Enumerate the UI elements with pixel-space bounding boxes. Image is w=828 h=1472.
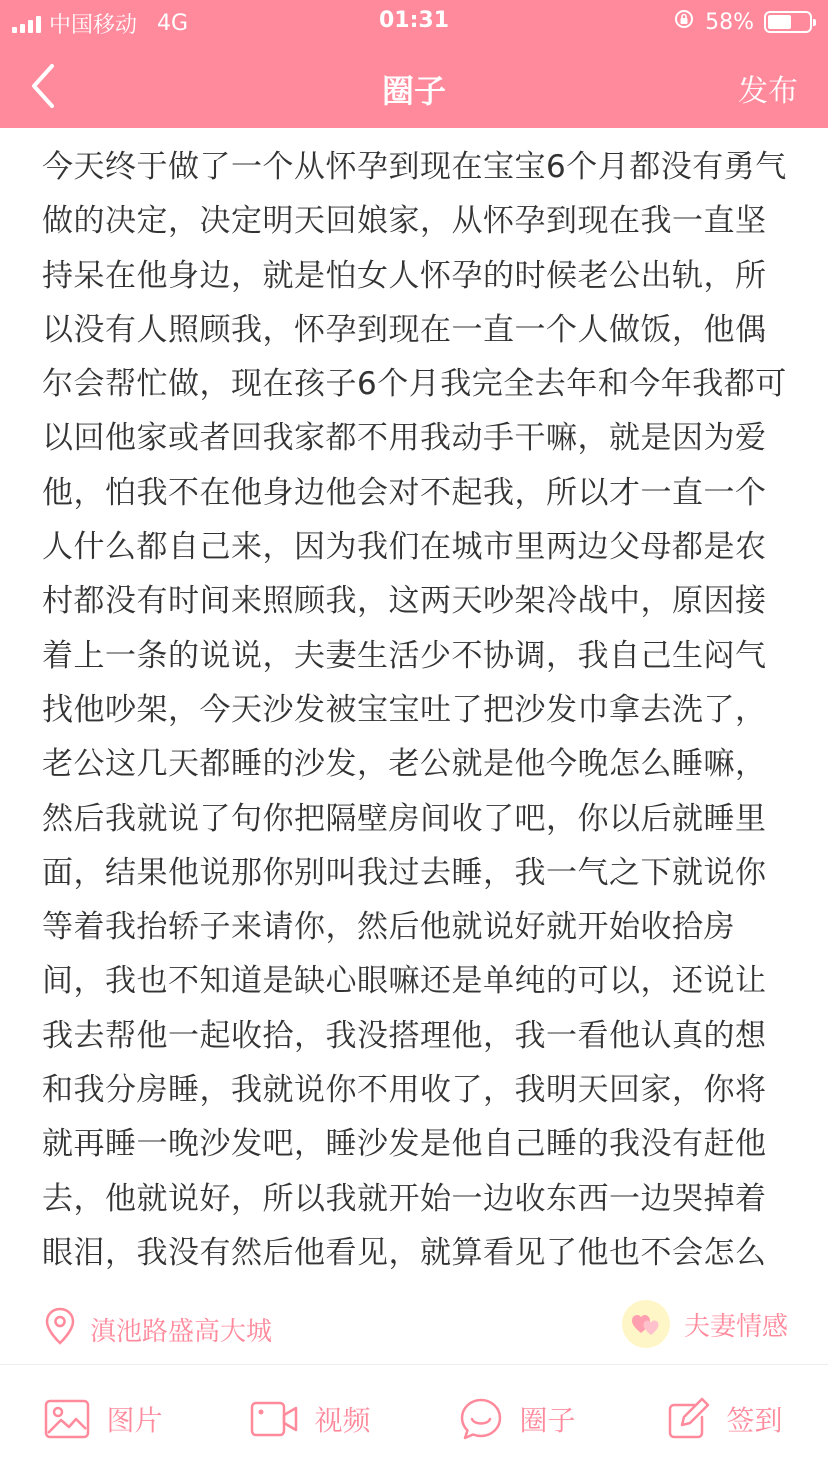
battery-percent: 58% [705,9,754,35]
status-time: 01:31 [378,8,450,33]
image-label: 图片 [106,1404,163,1437]
hearts-icon [622,1300,670,1348]
edit-checkin-icon [666,1397,710,1441]
video-icon [250,1399,298,1439]
page-title: 圈子 [381,72,446,110]
battery-icon [764,11,812,33]
location-tag[interactable] [44,1306,272,1353]
status-bar [0,0,828,44]
checkin-button[interactable] [621,1366,828,1472]
location-label: 滇池路盛高大城 [90,1317,273,1347]
video-button[interactable] [207,1366,414,1472]
circle-button[interactable] [414,1366,621,1472]
topic-tag[interactable] [622,1300,788,1348]
toolbar-divider [0,1364,828,1365]
meta-row [0,1296,828,1362]
location-pin-icon [44,1306,76,1353]
post-text-area[interactable]: 今天终于做了一个从怀孕到现在宝宝6个月都没有勇气做的决定，决定明天回娘家，从怀孕到现在我一直坚持呆在他身边，就是怕女人怀孕的时候老公出轨，所以没有人照顾我，怀孕到现在一直一个人做饭，他偶尔会帮忙做，现在孩子6个月我完全去年和今年我都可以回他家或者回我家都不用我动手干嘛，就是因为爱他，怕我不在他身边他会对不起我，所以才一直一个人什么都自己来，因为我们在城市里两边父母都是农村都没有时间来照顾我，这两天吵架冷战中，原因接着上一条的说说，夫妻生活少不协调，我自己生闷气找他吵架，今天沙发被宝宝吐了把沙发巾拿去洗了，老公这几天都睡的沙发，老公就是他今晚怎么睡嘛，然后我就说了句你把隔壁房间收了吧，你以后就睡里面，结果他说那你别叫我过去睡，我一气之下就说你等着我抬轿子来请你，然后他就说好就开始收拾房间，我也不知道是缺心眼嘛还是单纯的可以，还说让我去帮他一起收拾，我没搭理他，我一看他认真的想和我分房睡，我就说你不用收了，我明天回家，你将就再睡一晚沙发吧，睡沙发是他自己睡的我没有赶他去，他就说好，所以我就开始一边收东西一边哭掉着眼泪，我没有然后他看见，就算看见了他也不会怎么 [42,149,787,1271]
circle-chat-icon [459,1397,503,1441]
nav-bar [0,44,828,128]
rotation-lock-icon [673,8,695,36]
topic-label: 夫妻情感 [683,1311,788,1342]
carrier-name: 中国移动 [49,13,138,38]
image-icon [44,1399,90,1439]
circle-label: 圈子 [519,1404,576,1437]
status-right [673,8,812,36]
network-type: 4G [157,11,189,36]
bottom-toolbar [0,1366,828,1472]
video-label: 视频 [314,1404,371,1437]
publish-button[interactable]: 发布 [738,74,798,109]
checkin-label: 签到 [726,1404,783,1437]
image-button[interactable] [0,1366,207,1472]
